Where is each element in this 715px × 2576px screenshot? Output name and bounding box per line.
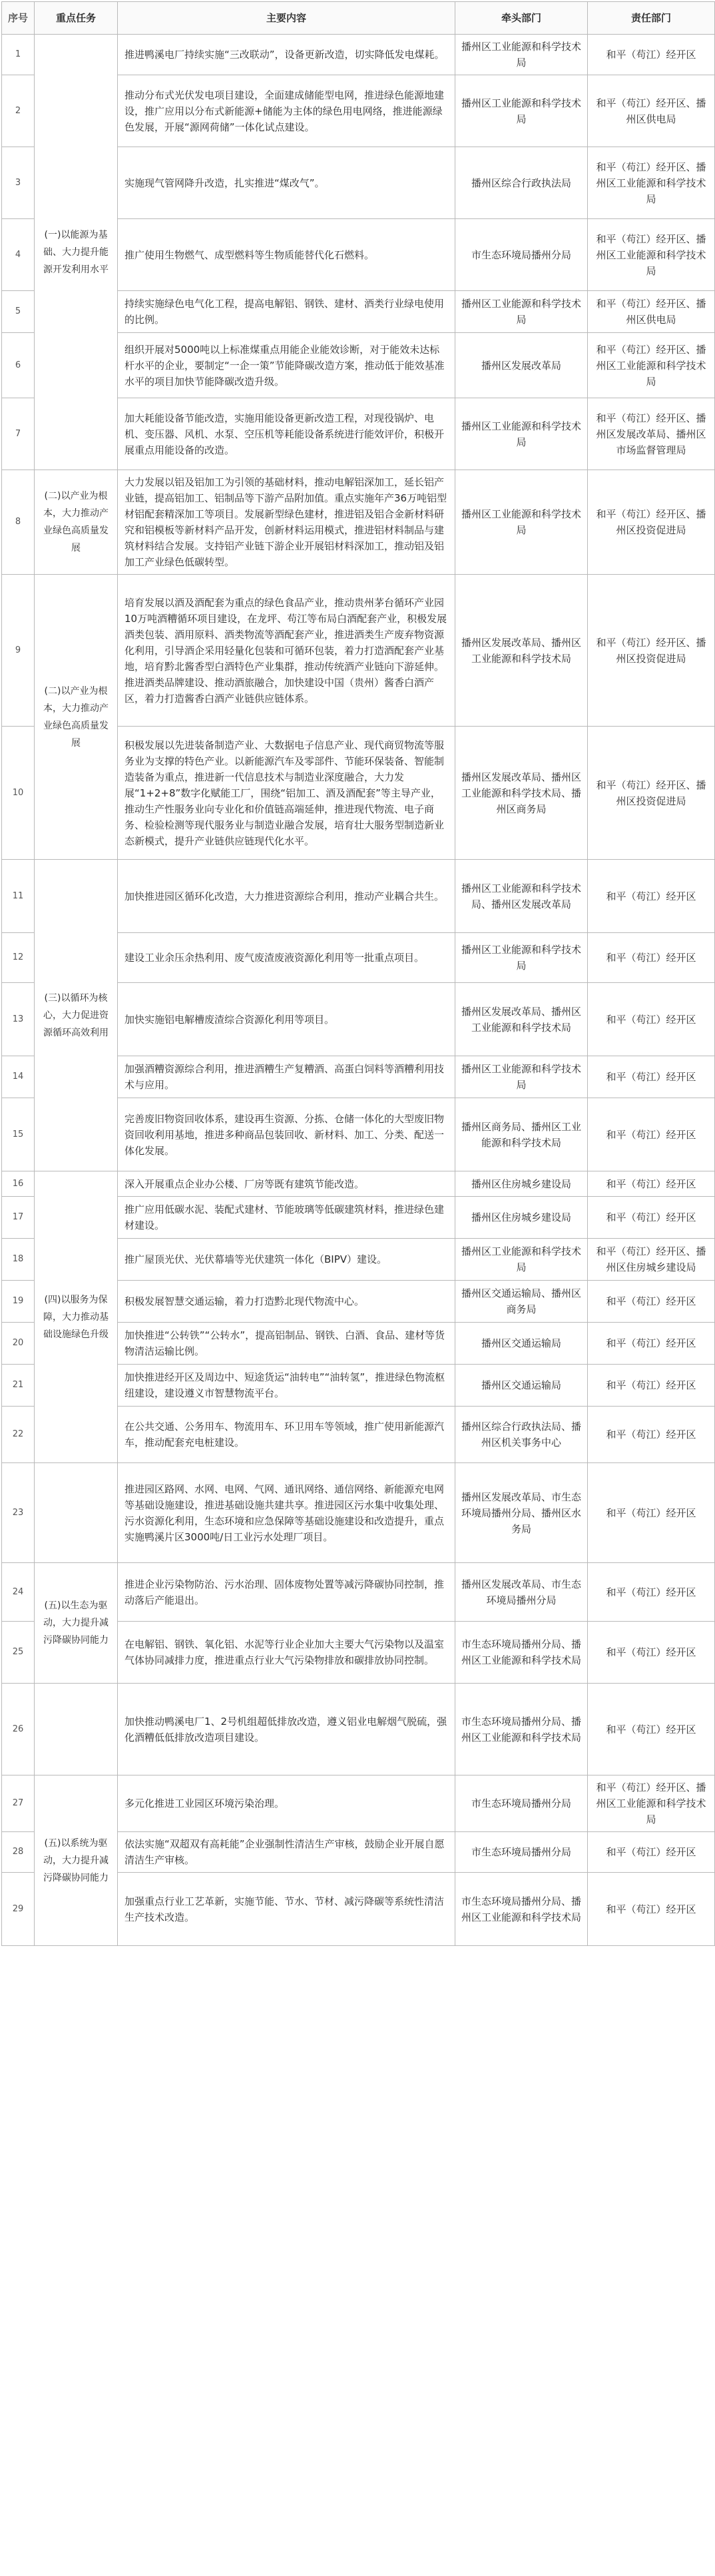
row-number: 23	[2, 1463, 35, 1563]
main-content: 加快实施铝电解槽废渣综合资源化利用等项目。	[118, 983, 455, 1056]
main-content: 加大耗能设备节能改造，实施用能设备更新改造工程，对现役锅炉、电机、变压器、风机、水泵、空压机等耗能设备系统进行能效评价，积极开展重点用能设备的改造。	[118, 398, 455, 470]
responsible-department: 和平（苟江）经开区	[588, 1197, 715, 1239]
lead-department: 播州区住房城乡建设局	[455, 1171, 588, 1197]
task-category: (二)以产业为根本，大力推动产业绿色高质量发展	[35, 470, 118, 575]
responsible-department: 和平（苟江）经开区、播州区工业能源和科学技术局	[588, 1775, 715, 1832]
task-category: (二)以产业为根本，大力推动产业绿色高质量发展	[35, 575, 118, 860]
responsible-department: 和平（苟江）经开区	[588, 35, 715, 75]
task-category	[35, 1684, 118, 1775]
row-number: 3	[2, 147, 35, 219]
lead-department: 播州区发展改革局、市生态环境局播州分局、播州区水务局	[455, 1463, 588, 1563]
responsible-department: 和平（苟江）经开区	[588, 1463, 715, 1563]
task-category: (一)以能源为基础、大力提升能源开发利用水平	[35, 35, 118, 470]
row-number: 26	[2, 1684, 35, 1775]
task-table	[1, 1, 715, 1946]
lead-department: 市生态环境局播州分局	[455, 1775, 588, 1832]
table-row	[2, 860, 715, 933]
main-content: 持续实施绿色电气化工程，提高电解铝、钢铁、建材、酒类行业绿电使用的比例。	[118, 291, 455, 333]
main-content: 加快推进园区循环化改造，大力推进资源综合利用，推动产业耦合共生。	[118, 860, 455, 933]
lead-department: 市生态环境局播州分局	[455, 1832, 588, 1873]
main-content: 加快推进“公转铁”“公转水”，提高铝制品、钢铁、白酒、食品、建材等货物清洁运输比例。	[118, 1323, 455, 1365]
task-category: (四)以服务为保障，大力推动基础设施绿色升级	[35, 1171, 118, 1463]
row-number: 16	[2, 1171, 35, 1197]
main-content: 实施现气管网降升改造，扎实推进“煤改气”。	[118, 147, 455, 219]
row-number: 6	[2, 333, 35, 398]
lead-department: 播州区商务局、播州区工业能源和科学技术局	[455, 1098, 588, 1171]
lead-department: 播州区综合行政执法局、播州区机关事务中心	[455, 1407, 588, 1463]
main-content: 加快推进经开区及周边中、短途货运“油转电”“油转氢”，推进绿色物流枢纽建设，建设遵义市智慧物流平台。	[118, 1365, 455, 1407]
table-header-row	[2, 2, 715, 35]
task-category: (三)以循环为核心，大力促进资源循环高效利用	[35, 860, 118, 1171]
lead-department: 市生态环境局播州分局、播州区工业能源和科学技术局	[455, 1684, 588, 1775]
main-content: 在公共交通、公务用车、物流用车、环卫用车等领域，推广使用新能源汽车，推动配套充电桩建设。	[118, 1407, 455, 1463]
row-number: 10	[2, 727, 35, 860]
lead-department: 播州区工业能源和科学技术局	[455, 933, 588, 983]
responsible-department: 和平（苟江）经开区、播州区投资促进局	[588, 470, 715, 575]
table-row	[2, 1171, 715, 1197]
responsible-department: 和平（苟江）经开区、播州区供电局	[588, 291, 715, 333]
lead-department: 播州区交通运输局	[455, 1365, 588, 1407]
main-content: 推进企业污染物防治、污水治理、固体废物处置等减污降碳协同控制，推动落后产能退出。	[118, 1563, 455, 1622]
header-no: 序号	[2, 2, 35, 35]
row-number: 1	[2, 35, 35, 75]
row-number: 22	[2, 1407, 35, 1463]
row-number: 7	[2, 398, 35, 470]
lead-department: 播州区工业能源和科学技术局	[455, 35, 588, 75]
row-number: 19	[2, 1281, 35, 1323]
lead-department: 播州区交通运输局、播州区商务局	[455, 1281, 588, 1323]
main-content: 深入开展重点企业办公楼、厂房等既有建筑节能改造。	[118, 1171, 455, 1197]
table-row	[2, 1563, 715, 1622]
responsible-department: 和平（苟江）经开区	[588, 1281, 715, 1323]
responsible-department: 和平（苟江）经开区	[588, 1873, 715, 1946]
header-task: 重点任务	[35, 2, 118, 35]
responsible-department: 和平（苟江）经开区	[588, 1684, 715, 1775]
responsible-department: 和平（苟江）经开区、播州区供电局	[588, 75, 715, 147]
row-number: 27	[2, 1775, 35, 1832]
table-row	[2, 35, 715, 75]
header-resp-dept: 责任部门	[588, 2, 715, 35]
main-content: 推进园区路网、水网、电网、气网、通讯网络、通信网络、新能源充电网等基础设施建设，推进基础设施共建共享。推进园区污水集中收集处理、污水资源化利用，生态环境和应急保障等基础设施建设和改造提升，重点实施鸭溪片区3000吨/日工业污水处理厂项目。	[118, 1463, 455, 1563]
row-number: 28	[2, 1832, 35, 1873]
responsible-department: 和平（苟江）经开区、播州区投资促进局	[588, 727, 715, 860]
row-number: 11	[2, 860, 35, 933]
main-content: 加快推动鸭溪电厂1、2号机组超低排放改造，遵义铝业电解烟气脱硫，强化酒糟低低排放改造项目建设。	[118, 1684, 455, 1775]
lead-department: 市生态环境局播州分局、播州区工业能源和科学技术局	[455, 1622, 588, 1684]
responsible-department: 和平（苟江）经开区	[588, 983, 715, 1056]
main-content: 加强酒糟资源综合利用，推进酒糟生产复糟酒、高蛋白饲料等酒糟利用技术与应用。	[118, 1056, 455, 1098]
responsible-department: 和平（苟江）经开区	[588, 1098, 715, 1171]
task-category	[35, 1463, 118, 1563]
lead-department: 播州区工业能源和科学技术局	[455, 1056, 588, 1098]
main-content: 组织开展对5000吨以上标准煤重点用能企业能效诊断，对于能效未达标杆水平的企业，要制定“一企一策”节能降碳改造方案，推动低于能效基准水平的项目加快节能降碳改造升级。	[118, 333, 455, 398]
row-number: 4	[2, 219, 35, 291]
lead-department: 播州区工业能源和科学技术局	[455, 291, 588, 333]
row-number: 29	[2, 1873, 35, 1946]
lead-department: 播州区工业能源和科学技术局	[455, 470, 588, 575]
responsible-department: 和平（苟江）经开区、播州区工业能源和科学技术局	[588, 333, 715, 398]
lead-department: 播州区发展改革局、播州区工业能源和科学技术局	[455, 983, 588, 1056]
main-content: 积极发展智慧交通运输，着力打造黔北现代物流中心。	[118, 1281, 455, 1323]
responsible-department: 和平（苟江）经开区、播州区投资促进局	[588, 575, 715, 727]
responsible-department: 和平（苟江）经开区	[588, 1171, 715, 1197]
main-content: 积极发展以先进装备制造产业、大数据电子信息产业、现代商贸物流等服务业为支撑的特色产业。以新能源汽车及零部件、节能环保装备、智能制造装备为重点，推进新一代信息技术与制造业深度融合，大力发展“1+2+8”数字化赋能工厂，围绕“铝加工、酒及酒配套”等主导产业，推动生产性服务业向专业化和价值链高端延伸，推进现代物流、电子商务、检验检测等现代服务业与制造业融合发展，培育壮大服务型制造新业态新模式，提升产业链供应链现代化水平。	[118, 727, 455, 860]
lead-department: 播州区发展改革局	[455, 333, 588, 398]
main-content: 在电解铝、钢铁、氧化铝、水泥等行业企业加大主要大气污染物以及温室气体协同减排力度，推进重点行业大气污染物排放和碳排放协同控制。	[118, 1622, 455, 1684]
main-content: 完善废旧物资回收体系，建设再生资源、分拣、仓储一体化的大型废旧物资回收利用基地，推进多种商品包装回收、新材料、加工、分类、配送一体化发展。	[118, 1098, 455, 1171]
row-number: 14	[2, 1056, 35, 1098]
main-content: 推广应用低碳水泥、装配式建材、节能玻璃等低碳建筑材料，推进绿色建材建设。	[118, 1197, 455, 1239]
responsible-department: 和平（苟江）经开区、播州区发展改革局、播州区市场监督管理局	[588, 398, 715, 470]
lead-department: 播州区住房城乡建设局	[455, 1197, 588, 1239]
responsible-department: 和平（苟江）经开区	[588, 1323, 715, 1365]
table-body	[2, 35, 715, 1946]
responsible-department: 和平（苟江）经开区	[588, 1622, 715, 1684]
responsible-department: 和平（苟江）经开区	[588, 1832, 715, 1873]
row-number: 8	[2, 470, 35, 575]
row-number: 21	[2, 1365, 35, 1407]
lead-department: 播州区工业能源和科学技术局	[455, 75, 588, 147]
main-content: 推动分布式光伏发电项目建设，全面建成储能型电网，推进绿色能源地建设，推广应用以分布式新能源+储能为主体的绿色用电网络，推进能源绿色发展，开展“源网荷储”一体化试点建设。	[118, 75, 455, 147]
responsible-department: 和平（苟江）经开区、播州区工业能源和科学技术局	[588, 147, 715, 219]
table-row	[2, 575, 715, 727]
table-row	[2, 1684, 715, 1775]
table-row	[2, 470, 715, 575]
lead-department: 播州区工业能源和科学技术局	[455, 1239, 588, 1281]
row-number: 13	[2, 983, 35, 1056]
row-number: 9	[2, 575, 35, 727]
main-content: 建设工业余压余热利用、废气废渣废液资源化利用等一批重点项目。	[118, 933, 455, 983]
responsible-department: 和平（苟江）经开区	[588, 1407, 715, 1463]
row-number: 17	[2, 1197, 35, 1239]
row-number: 24	[2, 1563, 35, 1622]
row-number: 25	[2, 1622, 35, 1684]
lead-department: 市生态环境局播州分局、播州区工业能源和科学技术局	[455, 1873, 588, 1946]
main-content: 多元化推进工业园区环境污染治理。	[118, 1775, 455, 1832]
table-row	[2, 1775, 715, 1832]
lead-department: 播州区发展改革局、播州区工业能源和科学技术局、播州区商务局	[455, 727, 588, 860]
responsible-department: 和平（苟江）经开区、播州区工业能源和科学技术局	[588, 219, 715, 291]
header-content: 主要内容	[118, 2, 455, 35]
responsible-department: 和平（苟江）经开区	[588, 1056, 715, 1098]
responsible-department: 和平（苟江）经开区	[588, 860, 715, 933]
lead-department: 播州区工业能源和科学技术局、播州区发展改革局	[455, 860, 588, 933]
row-number: 18	[2, 1239, 35, 1281]
lead-department: 播州区交通运输局	[455, 1323, 588, 1365]
table-row	[2, 1463, 715, 1563]
task-category: (五)以系统为驱动，大力提升减污降碳协同能力	[35, 1775, 118, 1946]
responsible-department: 和平（苟江）经开区	[588, 933, 715, 983]
responsible-department: 和平（苟江）经开区	[588, 1563, 715, 1622]
lead-department: 播州区发展改革局、市生态环境局播州分局	[455, 1563, 588, 1622]
lead-department: 市生态环境局播州分局	[455, 219, 588, 291]
responsible-department: 和平（苟江）经开区	[588, 1365, 715, 1407]
main-content: 培育发展以酒及酒配套为重点的绿色食品产业，推动贵州茅台循环产业园10万吨酒糟循环项目建设，在龙坪、苟江等布局白酒配套产业，积极发展酒类包装、酒用原料、酒类物流等酒配套产业，推进酒类生产废弃物资源化利用，引导酒企采用轻量化包装和可循环包装，着力打造酒配套产业基地，培育黔北酱香型白酒特色产业集群，推动传统酒产业链向下游延伸。推进酒类品牌建设、推动酒旅融合，加快建设中国（贵州）酱香白酒产区，着力打造酱香白酒产业链供应链体系。	[118, 575, 455, 727]
main-content: 加强重点行业工艺革新，实施节能、节水、节材、减污降碳等系统性清洁生产技术改造。	[118, 1873, 455, 1946]
main-content: 依法实施“双超双有高耗能”企业强制性清洁生产审核，鼓励企业开展自愿清洁生产审核。	[118, 1832, 455, 1873]
row-number: 20	[2, 1323, 35, 1365]
row-number: 15	[2, 1098, 35, 1171]
row-number: 12	[2, 933, 35, 983]
lead-department: 播州区工业能源和科学技术局	[455, 398, 588, 470]
header-lead-dept: 牵头部门	[455, 2, 588, 35]
task-category: (五)以生态为驱动，大力提升减污降碳协同能力	[35, 1563, 118, 1684]
row-number: 5	[2, 291, 35, 333]
main-content: 推广使用生物燃气、成型燃料等生物质能替代化石燃料。	[118, 219, 455, 291]
main-content: 推广屋顶光伏、光伏幕墙等光伏建筑一体化（BIPV）建设。	[118, 1239, 455, 1281]
main-content: 大力发展以铝及铝加工为引领的基础材料，推动电解铝深加工，延长铝产业链，提高铝加工、铝制品等下游产品附加值。重点实施年产36万吨铝型材铝配套精深加工等项目。发展新型绿色建材，推进铝及铝合金新材料研究和铝模板等新材料产品开发，创新材料运用模式，推进铝材料制品与建筑材料结合发展。支持铝产业链下游企业开展铝材料深加工，推动铝及铝加工产业绿色低碳转型。	[118, 470, 455, 575]
responsible-department: 和平（苟江）经开区、播州区住房城乡建设局	[588, 1239, 715, 1281]
lead-department: 播州区发展改革局、播州区工业能源和科学技术局	[455, 575, 588, 727]
lead-department: 播州区综合行政执法局	[455, 147, 588, 219]
row-number: 2	[2, 75, 35, 147]
main-content: 推进鸭溪电厂持续实施“三改联动”，设备更新改造，切实降低发电煤耗。	[118, 35, 455, 75]
